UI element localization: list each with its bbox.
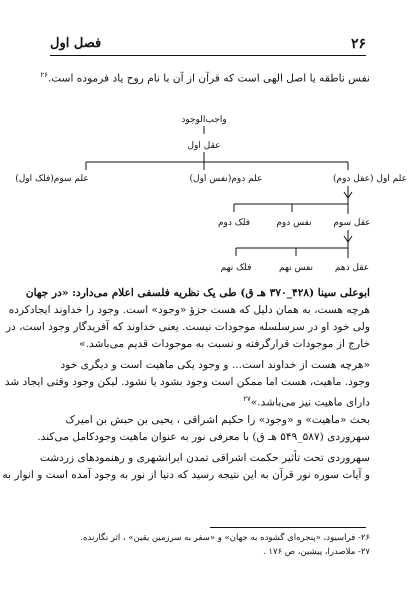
diagram-row3-right: عقل دهم	[334, 263, 370, 273]
diagram-row2-left: فلک دوم	[217, 218, 251, 228]
paragraph-line-text: دارای ماهیت نیز می‌باشد.»	[250, 396, 370, 409]
paragraph-line: ابوعلی سینا (۴۲۸_۳۷۰ هـ ق) طی یک نظریه فلسفی اعلام می‌دارد: «در جهان	[25, 287, 370, 299]
paragraph-line-with-note	[40, 392, 370, 410]
diagram-branch-right: علم اول (عقل دوم)	[333, 174, 407, 184]
emanation-diagram	[0, 92, 408, 282]
paragraph-line: هرچه هست، به همان دلیل که هست جزؤ «وجود» است. وجود را خداوند ایجادکرده	[8, 304, 370, 316]
paragraph-line: سهروردی (۵۸۷_۵۴۹ هـ ق) با معرفی نور به عنوان ماهیت وجودکامل می‌کند.	[37, 431, 370, 443]
diagram-branch-left: علم سوم(فلک اول)	[15, 174, 89, 184]
footnote-27: ۲۷- ملاصدرا، پیشین، ص ۱۷۶ .	[262, 547, 370, 557]
intro-line	[40, 68, 370, 86]
diagram-row3-middle: نفس نهم	[278, 263, 314, 273]
paragraph-line: سهروردی تحت تأثیر حکمت اشراقی تمدن ایرانشهری و رهنمودهای زردشت	[39, 452, 370, 464]
footnote-rule	[210, 527, 366, 528]
diagram-first-intellect: عقل اول	[187, 141, 221, 151]
header-rule	[50, 55, 366, 56]
chapter-title: فصل اول	[50, 36, 102, 51]
diagram-top-node: واجب‌الوجود	[181, 115, 227, 125]
diagram-row2-right: عقل سوم	[333, 218, 371, 228]
intro-text: نفس ناطقه یا اصل الهی است که قرآن از آن با نام روح یاد فرموده است.	[47, 72, 370, 85]
paragraph-line: و آیات سوره نور قرآن به این نتیجه رسید که دنیا از نور به وجود آمده است و انوار به	[2, 469, 370, 481]
diagram-row2-middle: نفس دوم	[276, 218, 312, 228]
paragraph-line: وجود. ماهیت، هست اما ممکن است وجود بشود یا نشود. لیکن وجود وقتی ایجاد شد	[4, 376, 370, 388]
diagram-row3-left: فلک نهم	[220, 263, 252, 273]
footnote-26: ۲۶- فراسیود، «پنجره‌ای گشوده به جهان» و «سفر به سرزمین یقین» ، اثر نگارنده.	[80, 533, 370, 543]
paragraph-line: «هرچه هست از خداوند است... و وجود یکی ماهیت است و دیگری خود	[60, 359, 370, 371]
paragraph-line: خارج از موجودات قرارگرفته و نسبت به موجودات قدیم می‌باشد.»	[79, 338, 370, 350]
paragraph-line: بحث «ماهیت» و «وجود» را حکیم اشراقی ، یحیی بن حبش بن امیرک	[65, 414, 370, 426]
footnote-marker-27: ۲۷	[243, 395, 251, 403]
footnote-marker-26: ۲۶	[40, 71, 48, 79]
page-header	[50, 36, 366, 54]
diagram-branch-middle: علم دوم(نفس اول)	[189, 174, 263, 184]
paragraph-line: ولی خود او در سرسلسله موجودات نیست. یعنی خداوند که آفریدگار وجود است، در	[5, 321, 370, 333]
page-number: ۲۶	[350, 36, 366, 52]
